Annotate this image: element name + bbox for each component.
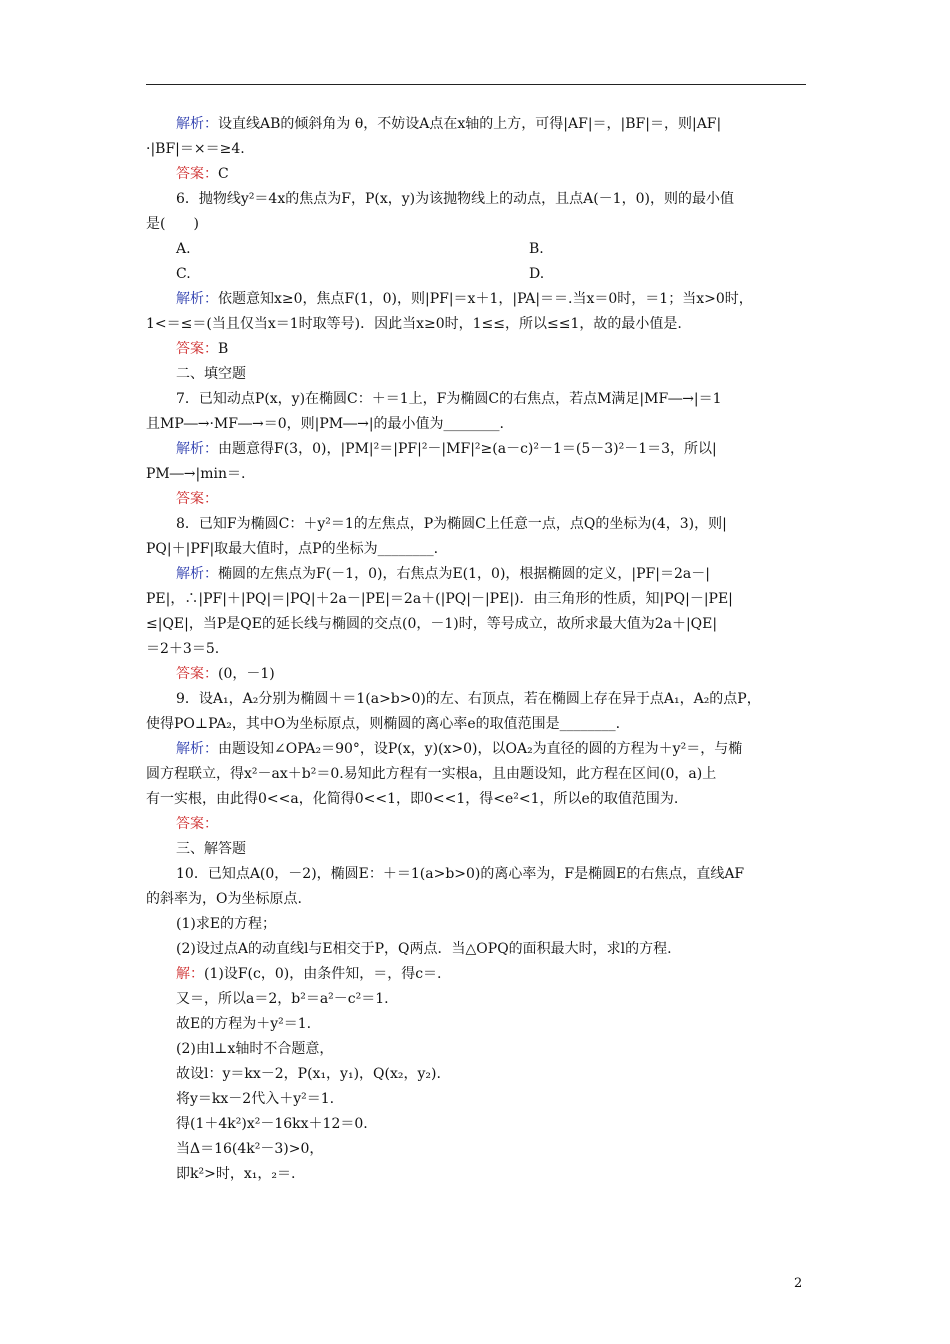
line-text: 8．已知F为椭圆C：＋y²＝1的左焦点，P为椭圆C上任意一点，点Q的坐标为(4，3)，则|	[176, 516, 727, 532]
option-row	[146, 262, 808, 287]
line-text: 圆方程联立，得x²－ax＋b²＝0.易知此方程有一实根a，且由题设知，此方程在区间(0，a)上	[146, 766, 717, 782]
text-line	[146, 1162, 808, 1187]
text-line	[146, 762, 808, 787]
line-text: 6．抛物线y²＝4x的焦点为F，P(x，y)为该抛物线上的动点，且点A(－1，0)，则的最小值	[176, 191, 734, 207]
line-text: ·|BF|＝×＝≥4.	[146, 141, 245, 157]
text-line	[146, 812, 808, 837]
text-line	[146, 487, 808, 512]
text-line	[146, 512, 808, 537]
text-line	[146, 387, 808, 412]
text-line	[146, 537, 808, 562]
text-line	[146, 987, 808, 1012]
line-text: 7．已知动点P(x，y)在椭圆C：＋＝1上，F为椭圆C的右焦点，若点M满足|MF―→|＝1	[176, 391, 722, 407]
text-line	[146, 137, 808, 162]
line-text: PQ|＋|PF|取最大值时，点P的坐标为________.	[146, 541, 439, 557]
text-line	[146, 187, 808, 212]
line-text: 依题意知x≥0，焦点F(1，0)，则|PF|＝x＋1，|PA|＝＝.当x＝0时，＝1；当x>0时，	[218, 291, 753, 307]
line-text: PE|，∴|PF|＋|PQ|＝|PQ|＋2a－|PE|＝2a＋(|PQ|－|PE|)．由三角形的性质，知|PQ|－|PE|	[146, 591, 733, 607]
line-text: PM―→|min＝.	[146, 466, 246, 482]
analysis-label: 解析：	[176, 441, 218, 457]
text-line	[146, 887, 808, 912]
text-line	[146, 287, 808, 312]
text-line	[146, 937, 808, 962]
line-text: 且MP―→·MF―→＝0，则|PM―→|的最小值为________.	[146, 416, 504, 432]
answer-label: 答案：	[176, 166, 218, 182]
line-text: 由题设知∠OPA₂＝90°，设P(x，y)(x>0)，以OA₂为直径的圆的方程为＋y²＝，与椭	[218, 741, 743, 757]
text-line	[146, 1087, 808, 1112]
line-text: 当Δ＝16(4k²－3)>0，	[176, 1141, 324, 1157]
text-line	[146, 862, 808, 887]
text-line	[146, 212, 808, 237]
line-text: C	[218, 166, 229, 182]
line-text: (2)由l⊥x轴时不合题意，	[176, 1041, 334, 1057]
line-text: 使得PO⊥PA₂，其中O为坐标原点，则椭圆的离心率e的取值范围是________.	[146, 716, 621, 732]
line-text: B	[218, 341, 229, 357]
document-body	[146, 112, 808, 1187]
text-line	[146, 837, 808, 862]
answer-label: 答案：	[176, 666, 218, 682]
line-text: ＝2＋3＝5.	[146, 641, 220, 657]
text-line	[146, 1137, 808, 1162]
text-line	[146, 1012, 808, 1037]
line-text: 由题意得F(3，0)，|PM|²＝|PF|²－|MF|²≥(a－c)²－1＝(5－3)²－1＝3，所以|	[218, 441, 717, 457]
line-text: 得(1＋4k²)x²－16kx＋12＝0.	[176, 1116, 368, 1132]
answer-label: 答案：	[176, 341, 218, 357]
line-text: 又＝，所以a＝2，b²＝a²－c²＝1.	[176, 991, 389, 1007]
text-line	[146, 562, 808, 587]
text-line	[146, 712, 808, 737]
analysis-label: 解析：	[176, 566, 218, 582]
text-line	[146, 462, 808, 487]
analysis-label: 解析：	[176, 116, 218, 132]
answer-label: 答案：	[176, 491, 218, 507]
text-line	[146, 912, 808, 937]
line-text: 是( )	[146, 216, 199, 232]
line-text: 椭圆的左焦点为F(－1，0)，右焦点为E(1，0)，根据椭圆的定义，|PF|＝2a－|	[218, 566, 710, 582]
line-text: 故设l：y＝kx－2，P(x₁，y₁)，Q(x₂，y₂).	[176, 1066, 441, 1082]
text-line	[146, 162, 808, 187]
line-text: 9．设A₁，A₂分别为椭圆＋＝1(a>b>0)的左、右顶点，若在椭圆上存在异于点A₁，A₂的点P，	[176, 691, 761, 707]
text-line	[146, 412, 808, 437]
text-line	[146, 362, 808, 387]
line-text: 1<＝≤＝(当且仅当x＝1时取等号)．因此当x≥0时，1≤≤，所以≤≤1，故的最小值是.	[146, 316, 682, 332]
text-line	[146, 612, 808, 637]
line-text: 10．已知点A(0，－2)，椭圆E：＋＝1(a>b>0)的离心率为，F是椭圆E的右焦点，直线AF	[176, 866, 745, 882]
option-right: D.	[529, 266, 545, 282]
line-text: 三、解答题	[176, 841, 246, 857]
option-row	[146, 237, 808, 262]
option-left: A.	[176, 241, 191, 257]
line-text: (1)设F(c，0)，由条件知，＝，得c＝.	[204, 966, 442, 982]
text-line	[146, 437, 808, 462]
line-text: (1)求E的方程；	[176, 916, 277, 932]
line-text: 有一实根，由此得0<<a，化简得0<<1，即0<<1，得<e²<1，所以e的取值范围为.	[146, 791, 679, 807]
analysis-label: 解析：	[176, 741, 218, 757]
line-text: 将y＝kx－2代入＋y²＝1.	[176, 1091, 335, 1107]
text-line	[146, 737, 808, 762]
line-text: 二、填空题	[176, 366, 246, 382]
text-line	[146, 662, 808, 687]
line-text: 即k²>时，x₁，₂＝.	[176, 1166, 296, 1182]
text-line	[146, 787, 808, 812]
line-text: 故E的方程为＋y²＝1.	[176, 1016, 312, 1032]
text-line	[146, 587, 808, 612]
line-text: (2)设过点A的动直线l与E相交于P，Q两点．当△OPQ的面积最大时，求l的方程.	[176, 941, 672, 957]
line-text: ≤|QE|，当P是QE的延长线与椭圆的交点(0，－1)时，等号成立，故所求最大值为2a＋|QE|	[146, 616, 718, 632]
page-number: 2	[794, 1276, 803, 1291]
answer-label: 答案：	[176, 816, 218, 832]
analysis-label: 解析：	[176, 291, 218, 307]
text-line	[146, 312, 808, 337]
text-line	[146, 687, 808, 712]
option-right: B.	[529, 241, 544, 257]
text-line	[146, 637, 808, 662]
text-line	[146, 112, 808, 137]
line-text: 设直线AB的倾斜角为 θ，不妨设A点在x轴的上方，可得|AF|＝，|BF|＝，则|AF|	[218, 116, 722, 132]
line-text: 的斜率为，O为坐标原点.	[146, 891, 302, 907]
line-text: (0，－1)	[218, 666, 275, 682]
text-line	[146, 1112, 808, 1137]
text-line	[146, 337, 808, 362]
answer-label: 解：	[176, 966, 204, 982]
text-line	[146, 962, 808, 987]
text-line	[146, 1037, 808, 1062]
text-line	[146, 1062, 808, 1087]
option-left: C.	[176, 266, 191, 282]
header-rule	[146, 84, 806, 85]
